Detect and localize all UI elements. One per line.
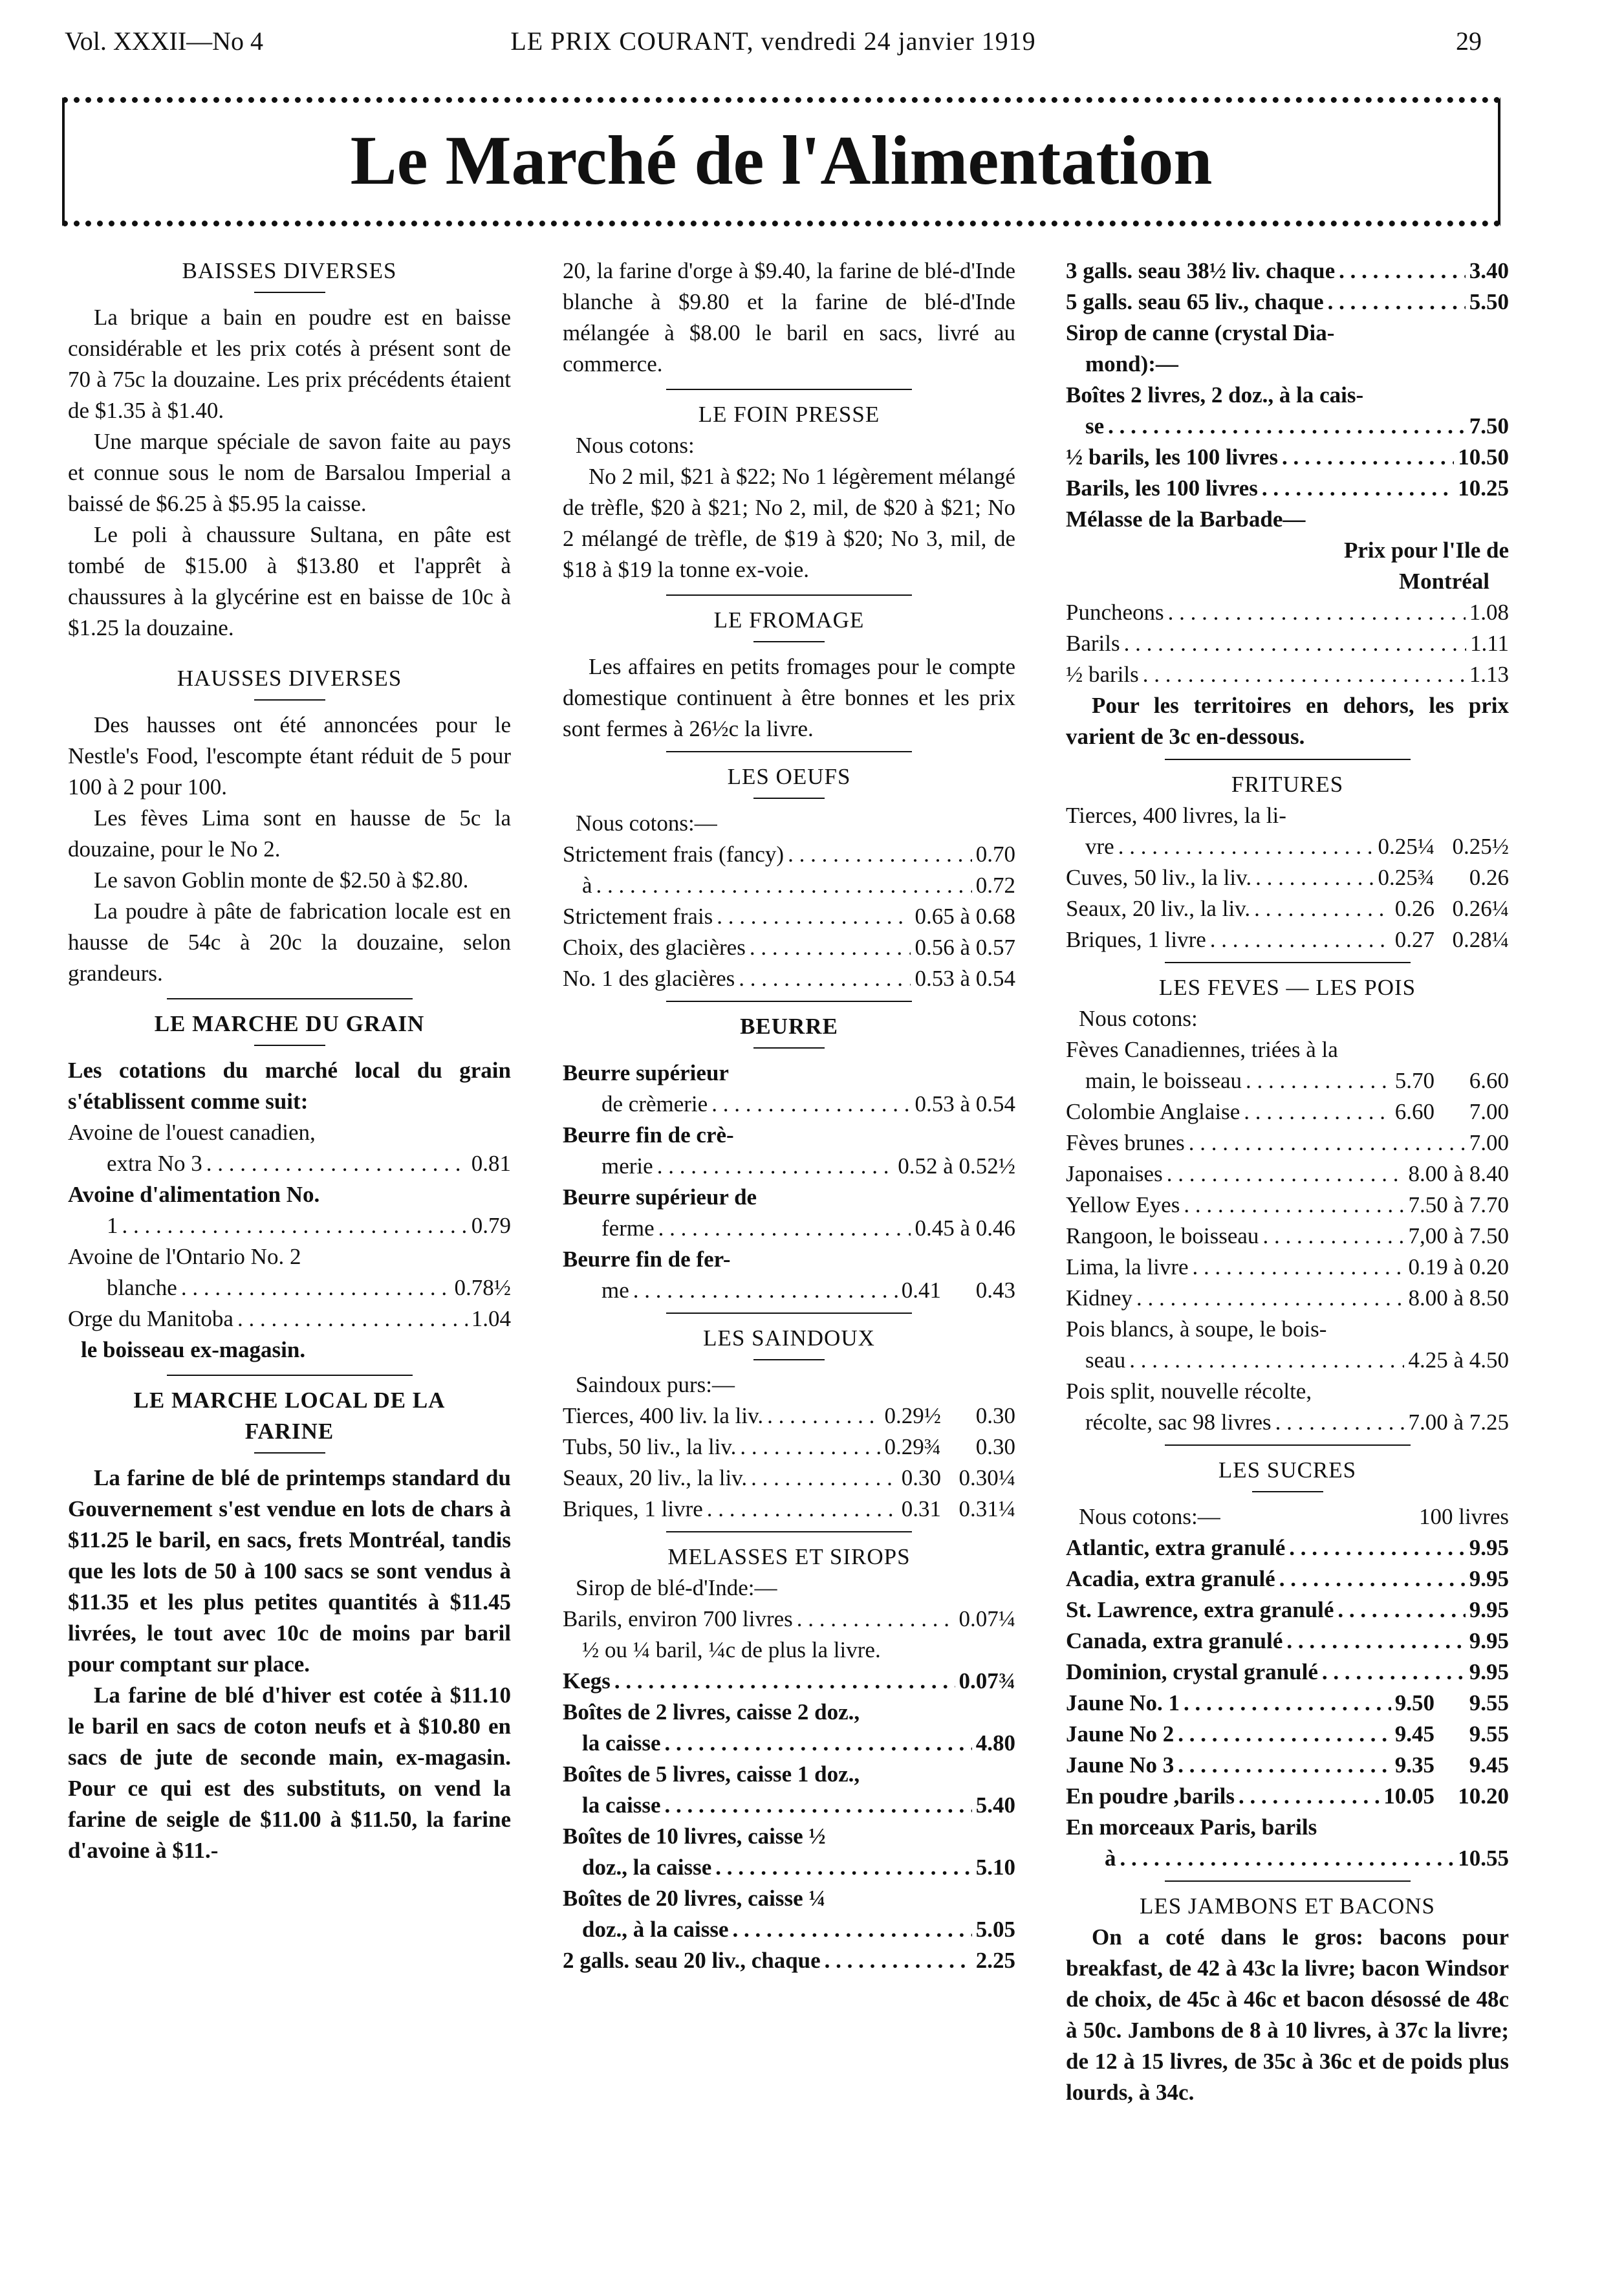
price-note: Montréal	[1399, 569, 1489, 594]
price-row: Beurre fin de fer-	[563, 1247, 731, 1272]
section-heading-hausses: HAUSSES DIVERSES	[177, 666, 402, 691]
paragraph: Une marque spéciale de savon faite au pays et connue sous le nom de Barsalou Imperial a baissé de $6.25 à $5.95 la caisse.	[68, 429, 511, 516]
price-row: En poudre ,barils . . . 10.05 10.20	[1066, 1781, 1509, 1812]
price-row: à . . . 10.55	[1066, 1843, 1509, 1874]
price-row: Boîtes 2 livres, 2 doz., à la cais-	[1066, 382, 1364, 408]
section-heading-foin: LE FOIN PRESSE	[698, 402, 880, 427]
price-row: Lima, la livre . . . 0.19 à 0.20	[1066, 1252, 1509, 1283]
price-row: à . . . 0.72	[563, 870, 1015, 901]
price-row: la caisse . . . 4.80	[563, 1728, 1015, 1759]
paragraph: La poudre à pâte de fabrication locale est en hausse de 54c à 20c la douzaine, selon grandeurs.	[68, 899, 511, 986]
section-heading-farine-2: FARINE	[244, 1419, 334, 1444]
price-row: 1 . . . 0.79	[68, 1210, 511, 1241]
price-row: Seaux, 20 liv., la liv. . . . 0.26 0.26¼	[1066, 893, 1509, 924]
paragraph: 20, la farine d'orge à $9.40, la farine de blé-d'Inde blanche à $9.80 et la farine de blé-d'Inde mélangée à $8.00 le baril en sacs, livré au commerce.	[563, 258, 1015, 376]
price-row: Avoine d'alimentation No.	[68, 1182, 320, 1207]
price-row: vre . . . 0.25¼ 0.25½	[1066, 831, 1509, 862]
price-note: Prix pour l'Ile de	[1343, 538, 1509, 563]
price-row: seau . . . 4.25 à 4.50	[1066, 1345, 1509, 1376]
price-row: la caisse . . . 5.40	[563, 1790, 1015, 1821]
paragraph: La farine de blé de printemps standard du Gouvernement s'est vendue en lots de chars à $11.25 le baril, en sacs, frets Montréal, tandis que les lots de 50 à 100 sacs se sont vendus à $11.35 et les plus petites quantités à $11.45 livrées, le tout avec 10c de moins par baril pour comptant sur place.	[68, 1465, 511, 1677]
section-heading-beurre: BEURRE	[740, 1014, 838, 1039]
paragraph: La farine de blé d'hiver est cotée à $11.10 le baril en sacs de coton neufs et à $10.80 en sacs de jute de seconde main, ex-magasin. Pour ce qui est des substituts, on vend la farine de seigle de $11.00 à $11.50, la farine d'avoine à $11.-	[68, 1683, 511, 1863]
intro: Nous cotons:	[576, 433, 695, 458]
price-row: Choix, des glacières . . . 0.56 à 0.57	[563, 932, 1015, 963]
section-heading-feves: LES FEVES — LES POIS	[1158, 975, 1416, 1000]
section-heading-sucres: LES SUCRES	[1218, 1457, 1357, 1483]
price-row: Beurre fin de crè-	[563, 1122, 734, 1148]
price-row: Barils, environ 700 livres . . . 0.07¼	[563, 1604, 1015, 1635]
price-row: Atlantic, extra granulé . . . 9.95	[1066, 1532, 1509, 1563]
price-row: Canada, extra granulé . . . 9.95	[1066, 1626, 1509, 1657]
note: le boisseau ex-magasin.	[81, 1337, 306, 1362]
price-row: Kegs . . . 0.07¾	[563, 1666, 1015, 1697]
price-row: Beurre supérieur de	[563, 1184, 757, 1210]
price-row: Avoine de l'Ontario No. 2	[68, 1244, 301, 1269]
title-banner	[62, 97, 1500, 226]
price-row: Boîtes de 2 livres, caisse 2 doz.,	[563, 1699, 860, 1725]
section-heading-melasses: MELASSES ET SIROPS	[667, 1544, 911, 1569]
page-header	[65, 26, 1482, 65]
paragraph: Le savon Goblin monte de $2.50 à $2.80.	[94, 867, 469, 893]
price-row: 2 galls. seau 20 liv., chaque . . . 2.25	[563, 1945, 1015, 1976]
price-row: Jaune No 3 . . . 9.35 9.45	[1066, 1750, 1509, 1781]
price-row: ½ ou ¼ baril, ¼c de plus la livre.	[582, 1637, 881, 1662]
intro: Nous cotons:	[1079, 1006, 1198, 1031]
price-row: Cuves, 50 liv., la liv. . . . 0.25¾ 0.26	[1066, 862, 1509, 893]
price-row: Kidney . . . 8.00 à 8.50	[1066, 1283, 1509, 1314]
price-row: me . . . 0.41 0.43	[563, 1275, 1015, 1306]
paragraph: Pour les territoires en dehors, les prix varient de 3c en-dessous.	[1066, 693, 1509, 749]
price-row: Tierces, 400 liv. la liv. . . . 0.29½ 0.30	[563, 1400, 1015, 1432]
price-row: merie . . . 0.52 à 0.52½	[563, 1151, 1015, 1182]
price-row: 5 galls. seau 65 liv., chaque . . . 5.50	[1066, 287, 1509, 318]
price-row: ferme . . . 0.45 à 0.46	[563, 1213, 1015, 1244]
price-row: extra No 3 . . . 0.81	[68, 1148, 511, 1179]
price-row: St. Lawrence, extra granulé . . . 9.95	[1066, 1595, 1509, 1626]
price-row: En morceaux Paris, barils	[1066, 1814, 1317, 1840]
price-row: Fèves Canadiennes, triées à la	[1066, 1037, 1338, 1062]
column-1	[68, 256, 511, 1866]
price-row: Rangoon, le boisseau . . . 7,00 à 7.50	[1066, 1221, 1509, 1252]
section-heading-jambons: LES JAMBONS ET BACONS	[1140, 1893, 1435, 1919]
paragraph: Le poli à chaussure Sultana, en pâte est tombé de $15.00 à $13.80 et l'apprêt à chaussures à la glycérine est en baisse de 10c à $1.25 la douzaine.	[68, 522, 511, 640]
price-row: Strictement frais (fancy) . . . 0.70	[563, 839, 1015, 870]
price-row: Briques, 1 livre . . . 0.31 0.31¼	[563, 1494, 1015, 1525]
price-row: ½ barils . . . 1.13	[1066, 659, 1509, 690]
price-row: mond):—	[1085, 351, 1178, 376]
price-row: 3 galls. seau 38½ liv. chaque . . . 3.40	[1066, 256, 1509, 287]
price-row: Briques, 1 livre . . . 0.27 0.28¼	[1066, 924, 1509, 955]
price-row: No. 1 des glacières . . . 0.53 à 0.54	[563, 963, 1015, 994]
paragraph: No 2 mil, $21 à $22; No 1 légèrement mélangé de trèfle, $20 à $21; No 2, mil, de $20 à $21; No 2 mélangé de trèfle, de $19 à $20; No 3, mil, de $18 à $19 la tonne ex-voie.	[563, 464, 1015, 582]
price-row: Seaux, 20 liv., la liv. . . . 0.30 0.30¼	[563, 1463, 1015, 1494]
price-row: Yellow Eyes . . . 7.50 à 7.70	[1066, 1190, 1509, 1221]
price-row: Colombie Anglaise . . . 6.60 7.00	[1066, 1096, 1509, 1128]
price-row: Puncheons . . . 1.08	[1066, 597, 1509, 628]
paragraph: Les fèves Lima sont en hausse de 5c la douzaine, pour le No 2.	[68, 805, 511, 862]
price-row: Sirop de canne (crystal Dia-	[1066, 320, 1335, 345]
price-row: blanche . . . 0.78½	[68, 1272, 511, 1303]
page-number: 29	[1456, 27, 1482, 56]
intro: Sirop de blé-d'Inde:—	[576, 1575, 777, 1600]
volume-number: Vol. XXXII—No 4	[65, 27, 264, 56]
price-row: Nous cotons:— 100 livres	[1079, 1504, 1509, 1529]
price-row: ½ barils, les 100 livres . . . 10.50	[1066, 442, 1509, 473]
price-row: Orge du Manitoba . . . 1.04	[68, 1303, 511, 1335]
price-row: main, le boisseau . . . 5.70 6.60	[1066, 1065, 1509, 1096]
price-row: se . . . 7.50	[1066, 411, 1509, 442]
price-row: Beurre supérieur	[563, 1060, 729, 1085]
price-row: Boîtes de 20 livres, caisse ¼	[563, 1886, 826, 1911]
section-heading-grain: LE MARCHE DU GRAIN	[154, 1011, 425, 1036]
paragraph: Les cotations du marché local du grain s'établissent comme suit:	[68, 1058, 511, 1114]
price-row: Jaune No. 1 . . . 9.50 9.55	[1066, 1688, 1509, 1719]
column-3	[1066, 256, 1509, 2108]
section-heading-saindoux: LES SAINDOUX	[703, 1325, 875, 1351]
price-row: Tubs, 50 liv., la liv. . . . 0.29¾ 0.30	[563, 1432, 1015, 1463]
paragraph: Les affaires en petits fromages pour le compte domestique continuent à être bonnes et les prix sont fermes à 26½c la livre.	[563, 654, 1015, 741]
section-heading-farine: LE MARCHE LOCAL DE LA	[133, 1388, 446, 1413]
price-row: Fèves brunes . . . 7.00	[1066, 1128, 1509, 1159]
intro: Nous cotons:—	[576, 811, 717, 836]
price-row: Boîtes de 5 livres, caisse 1 doz.,	[563, 1761, 860, 1787]
page-title: Le Marché de l'Alimentation	[350, 122, 1213, 199]
intro: Saindoux purs:—	[576, 1372, 735, 1397]
price-row: doz., à la caisse . . . 5.05	[563, 1914, 1015, 1945]
price-row: Avoine de l'ouest canadien,	[68, 1120, 316, 1145]
price-row: Pois blancs, à soupe, le bois-	[1066, 1316, 1327, 1342]
section-heading-fritures: FRITURES	[1231, 772, 1344, 797]
price-row: Boîtes de 10 livres, caisse ½	[563, 1824, 826, 1849]
price-row: Tierces, 400 livres, la li-	[1066, 803, 1286, 828]
section-heading-baisses: BAISSES DIVERSES	[182, 258, 397, 283]
price-row: récolte, sac 98 livres . . . 7.00 à 7.25	[1066, 1407, 1509, 1438]
price-row: Jaune No 2 . . . 9.45 9.55	[1066, 1719, 1509, 1750]
price-row: Mélasse de la Barbade—	[1066, 507, 1306, 532]
price-row: Japonaises . . . 8.00 à 8.40	[1066, 1159, 1509, 1190]
price-row: Acadia, extra granulé . . . 9.95	[1066, 1563, 1509, 1595]
paragraph: La brique a bain en poudre est en baisse considérable et les prix cotés à présent sont de 70 à 75c la douzaine. Les prix précédents étaient de $1.35 à $1.40.	[68, 305, 511, 423]
section-heading-fromage: LE FROMAGE	[713, 607, 865, 633]
column-2	[563, 256, 1015, 1976]
price-row: Barils . . . 1.11	[1066, 628, 1509, 659]
price-row: Pois split, nouvelle récolte,	[1066, 1378, 1312, 1404]
paragraph: Des hausses ont été annoncées pour le Nestle's Food, l'escompte étant réduit de 5 pour 100 à 2 pour 100.	[68, 712, 511, 800]
section-heading-oeufs: LES OEUFS	[727, 764, 851, 789]
price-row: Strictement frais . . . 0.65 à 0.68	[563, 901, 1015, 932]
price-row: Dominion, crystal granulé . . . 9.95	[1066, 1657, 1509, 1688]
price-row: de crèmerie . . . 0.53 à 0.54	[563, 1089, 1015, 1120]
price-row: Barils, les 100 livres . . . 10.25	[1066, 473, 1509, 504]
paragraph: On a coté dans le gros: bacons pour breakfast, de 42 à 43c la livre; bacon Windsor de choix, de 45c à 46c et bacon désossé de 48c à 50c. Jambons de 8 à 10 livres, à 37c la livre; de 12 à 15 livres, de 35c à 36c et de poids plus lourds, à 34c.	[1066, 1924, 1509, 2105]
publication-date: LE PRIX COURANT, vendredi 24 janvier 1919	[510, 27, 1036, 56]
price-row: doz., la caisse . . . 5.10	[563, 1852, 1015, 1883]
